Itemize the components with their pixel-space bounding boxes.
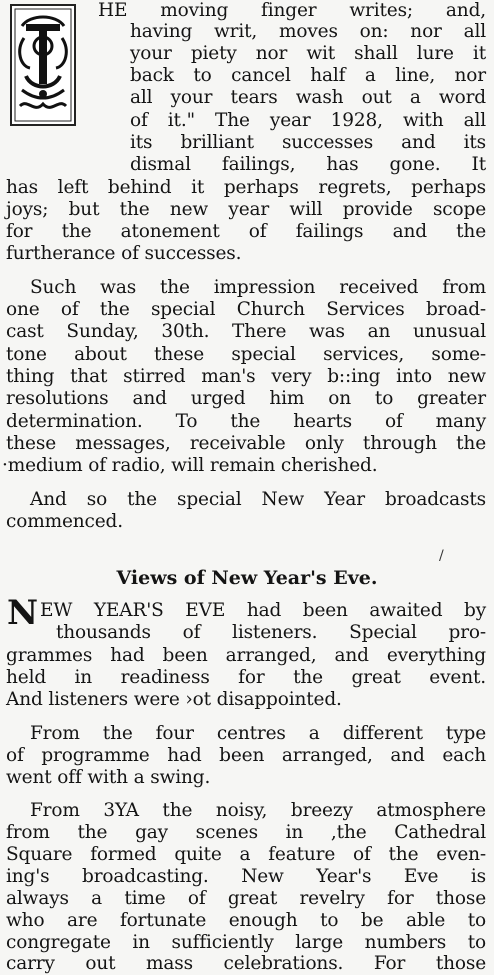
intro-line-10: joys; but the new year will provide scope bbox=[6, 199, 486, 220]
para3-line-1: And so the special New Year broadcasts bbox=[30, 489, 486, 510]
drop-cap-n: N bbox=[7, 593, 39, 633]
para4-line-2: thousands of listeners. Special pro- bbox=[56, 622, 486, 643]
intro-line-2: having writ, moves on: nor all bbox=[130, 21, 486, 42]
para5-line-2: of programme had been arranged, and each bbox=[6, 745, 486, 766]
para6-line-6: who are fortunate enough to be able to bbox=[6, 910, 486, 931]
para5-line-1: From the four centres a different type bbox=[30, 723, 486, 744]
para4-line-4: held in readiness for the great event. bbox=[6, 667, 486, 688]
intro-line-4: back to cancel half a line, nor bbox=[130, 65, 486, 86]
stray-mark: / bbox=[439, 548, 444, 564]
para4-line-5: And listeners were ›ot disappointed. bbox=[6, 689, 342, 710]
intro-line-1: HE moving finger writes; and, bbox=[98, 0, 486, 21]
para2-line-5: thing that stirred man's very b::ing into new bbox=[6, 366, 486, 387]
para2-line-3: cast Sunday, 30th. There was an unusual bbox=[6, 321, 486, 342]
para6-line-5: always a time of great revelry for those bbox=[6, 888, 486, 909]
para2-line-9: ·medium of radio, will remain cherished. bbox=[2, 455, 378, 476]
para6-line-7: congregate in sufficiently large numbers to bbox=[6, 932, 486, 953]
para6-line-3: Square formed quite a feature of the even- bbox=[6, 844, 486, 865]
para6-line-4: ing's broadcasting. New Year's Eve is bbox=[6, 866, 486, 887]
ornamental-drop-cap-t bbox=[10, 4, 76, 126]
intro-line-6: of it." The year 1928, with all bbox=[130, 110, 486, 131]
para4-line-1: EW YEAR'S EVE had been awaited by bbox=[40, 600, 486, 621]
intro-line-12: furtherance of successes. bbox=[6, 243, 242, 264]
para2-line-7: determination. To the hearts of many bbox=[6, 411, 486, 432]
section-heading: Views of New Year's Eve. bbox=[116, 567, 378, 589]
para3-line-2: commenced. bbox=[6, 511, 123, 532]
para2-line-1: Such was the impression received from bbox=[30, 277, 486, 298]
intro-line-9: has left behind it perhaps regrets, perhaps bbox=[6, 177, 486, 198]
intro-line-5: all your tears wash out a word bbox=[130, 87, 486, 108]
para2-line-8: these messages, receivable only through the bbox=[6, 433, 486, 454]
intro-line-8: dismal failings, has gone. It bbox=[130, 154, 486, 175]
para4-line-3: grammes had been arranged, and everything bbox=[6, 645, 486, 666]
para6-line-2: from the gay scenes in ,the Cathedral bbox=[6, 822, 486, 843]
para6-line-1: From 3YA the noisy, breezy atmosphere bbox=[30, 800, 486, 821]
para2-line-6: resolutions and urged him on to greater bbox=[6, 388, 486, 409]
intro-line-3: your piety nor wit shall lure it bbox=[130, 43, 486, 64]
ornament-t-icon bbox=[12, 6, 74, 124]
para2-line-2: one of the special Church Services broad- bbox=[6, 299, 486, 320]
intro-line-7: its brilliant successes and its bbox=[130, 132, 486, 153]
para5-line-3: went off with a swing. bbox=[6, 767, 211, 788]
intro-line-11: for the atonement of failings and the bbox=[6, 221, 486, 242]
para6-line-8: carry out mass celebrations. For those bbox=[6, 953, 486, 974]
para2-line-4: tone about these special services, some- bbox=[6, 344, 486, 365]
